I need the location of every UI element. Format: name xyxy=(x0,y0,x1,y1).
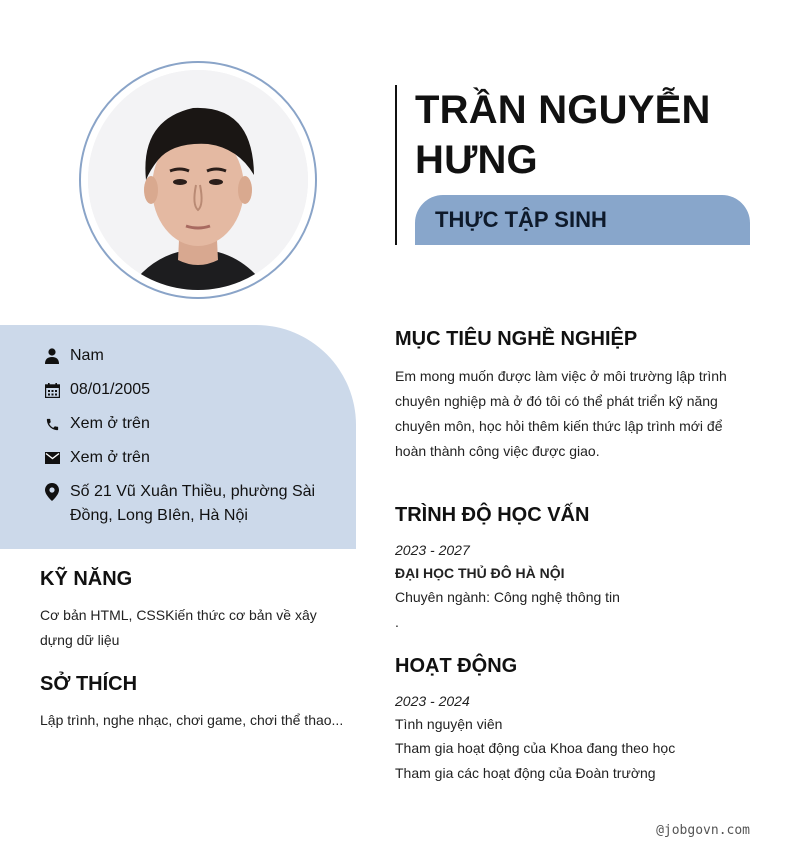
birthdate-value: 08/01/2005 xyxy=(70,381,151,398)
phone-icon xyxy=(44,412,60,436)
skills-title: KỸ NĂNG xyxy=(40,568,133,590)
mail-icon xyxy=(44,446,60,470)
education-note: . xyxy=(395,614,399,630)
contact-email xyxy=(44,446,320,470)
activities-title: HOẠT ĐỘNG xyxy=(395,655,518,677)
activity-item: Tham gia các hoạt động của Đoàn trường xyxy=(395,765,656,781)
name-line-1: TRẦN NGUYỄN xyxy=(415,88,711,132)
contact-address xyxy=(44,480,320,528)
location-pin-icon xyxy=(44,480,60,504)
watermark: @jobgovn.com xyxy=(656,823,750,838)
gender-value: Nam xyxy=(70,347,104,364)
education-title: TRÌNH ĐỘ HỌC VẤN xyxy=(395,504,590,526)
address-value: Số 21 Vũ Xuân Thiều, phường Sài Đồng, Long BIên, Hà Nội xyxy=(70,483,316,524)
calendar-icon xyxy=(44,378,60,402)
contact-birthdate xyxy=(44,378,320,402)
role-tag xyxy=(415,195,750,245)
skills-text: Cơ bản HTML, CSSKiến thức cơ bản về xây dựng dữ liệu xyxy=(40,607,317,648)
objective-title: MỤC TIÊU NGHỀ NGHIỆP xyxy=(395,328,638,350)
activity-item: Tham gia hoạt động của Khoa đang theo học xyxy=(395,740,676,756)
full-name xyxy=(415,85,755,185)
education-school: ĐẠI HỌC THỦ ĐÔ HÀ NỘI xyxy=(395,565,565,581)
name-block xyxy=(395,85,755,245)
profile-photo xyxy=(88,70,308,290)
person-icon xyxy=(44,344,60,368)
activities-period: 2023 - 2024 xyxy=(395,693,470,709)
education-major: Chuyên ngành: Công nghệ thông tin xyxy=(395,589,620,605)
activity-item: Tình nguyện viên xyxy=(395,716,503,732)
email-value: Xem ở trên xyxy=(70,449,150,466)
education-period: 2023 - 2027 xyxy=(395,542,470,558)
phone-value: Xem ở trên xyxy=(70,415,150,432)
role-label: THỰC TẬP SINH xyxy=(435,207,607,232)
hobbies-text: Lập trình, nghe nhạc, chơi game, chơi thể thao... xyxy=(40,712,344,728)
contact-phone xyxy=(44,412,320,436)
objective-text: Em mong muốn được làm việc ở môi trường lập trình chuyên nghiệp mà ở đó tôi có thể phát triển kỹ năng chuyên môn, học hỏi thêm kiến thức lập trình mới để hoàn thành công việc được giao. xyxy=(395,368,727,459)
profile-photo-frame xyxy=(79,61,317,299)
contact-gender xyxy=(44,344,320,368)
hobbies-title: SỞ THÍCH xyxy=(40,673,138,695)
name-line-2: HƯNG xyxy=(415,138,538,182)
